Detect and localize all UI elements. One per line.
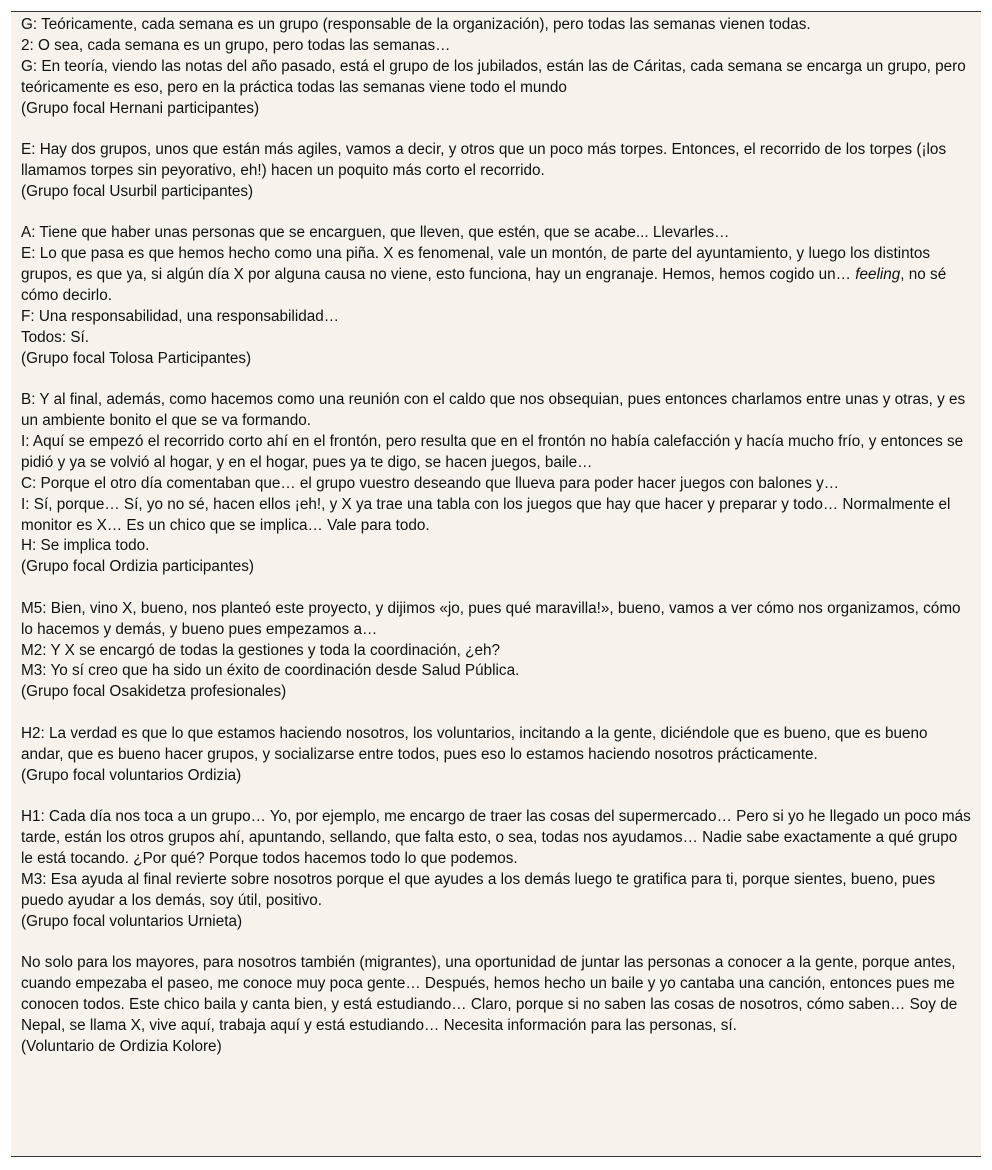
quote-block-voluntarios-ordizia [21, 724, 971, 787]
quote-line: M2: Y X se encargó de todas la gestiones y toda la coordinación, ¿eh? [21, 641, 501, 659]
quote-block-ordizia [21, 390, 971, 578]
quote-line: H: Se implica todo. [21, 537, 150, 555]
quote-line: G: Teóricamente, cada semana es un grupo (responsable de la organización), pero todas las semanas vienen todas. [21, 16, 811, 33]
quotes-panel [11, 11, 981, 1157]
quote-line: No solo para los mayores, para nosotros también (migrantes), una oportunidad de juntar las personas a conocer a la gente, porque antes, cuando empezaba el paseo, me conoce muy poca gente… Después, hemos hecho un baile y yo cantaba una canción, entonces pues me conocen todos. Este chico baila y canta bien, y está estudiando… Claro, porque si no saben las cosas de nosotros, cómo saben… Soy de Nepal, se llama X, vive aquí, trabaja aquí y está estudiando… Necesita información para las personas, sí. [21, 953, 958, 1034]
quote-source: (Grupo focal Hernani participantes) [21, 99, 260, 117]
quote-line: M5: Bien, vino X, bueno, nos planteó este proyecto, y dijimos «jo, pues qué maravilla!», bueno, vamos a ver cómo nos organizamos, cómo lo hacemos y demás, y bueno pues empezamos a… [21, 599, 961, 638]
quote-source: (Grupo focal Usurbil participantes) [21, 182, 254, 200]
quote-line-e-italic: feeling [855, 266, 901, 284]
quote-line: G: En teoría, viendo las notas del año pasado, está el grupo de los jubilados, están las de Cáritas, cada semana se encarga un grupo, pero teóricamente es eso, pero en la práctica todas las semanas viene todo el mundo [21, 57, 966, 96]
quote-line: H2: La verdad es que lo que estamos haciendo nosotros, los voluntarios, incitando a la gente, diciéndole que es bueno, que es bueno andar, que es bueno hacer grupos, y socializarse entre todos, pues eso lo estamos haciendo nosotros prácticamente. [21, 724, 928, 763]
quote-line: M3: Yo sí creo que ha sido un éxito de coordinación desde Salud Pública. [21, 662, 520, 680]
quote-line: B: Y al final, además, como hacemos como una reunión con el caldo que nos obsequian, pues entonces charlamos entre unas y otras, y es un ambiente bonito el que se va formando. [21, 391, 966, 429]
quote-block-usurbil [21, 140, 971, 203]
quote-line: I: Aquí se empezó el recorrido corto ahí en el frontón, pero resulta que en el frontón no había calefacción y hacía mucho frío, y entonces se pidió y ya se volvió al hogar, y en el hogar, pues ya te digo, se hacen juegos, baile… [21, 432, 964, 471]
quote-source: (Voluntario de Ordizia Kolore) [21, 1037, 222, 1055]
quote-line: A: Tiene que haber unas personas que se encarguen, que lleven, que estén, que se acabe... Llevarles… [21, 224, 730, 242]
quote-block-osakidetza [21, 599, 971, 704]
quote-line: Todos: Sí. [21, 328, 90, 346]
quote-line: F: Una responsabilidad, una responsabilidad… [21, 307, 340, 325]
quote-line: 2: O sea, cada semana es un grupo, pero todas las semanas… [21, 36, 451, 54]
quote-line: M3: Esa ayuda al final revierte sobre nosotros porque el que ayudes a los demás luego te gratifica para ti, porque sientes, bueno, pues puedo ayudar a los demás, soy útil, positivo. [21, 870, 936, 909]
quote-source: (Grupo focal Tolosa Participantes) [21, 349, 252, 367]
quote-line: I: Sí, porque… Sí, yo no sé, hacen ellos ¡eh!, y X ya trae una tabla con los juegos que hay que hacer y preparar y todo… Normalmente el monitor es X… Es un chico que se implica… Vale para todo. [21, 495, 951, 534]
quote-block-urnieta [21, 807, 971, 932]
quote-line-e-before: E: Lo que pasa es que hemos hecho como una piña. X es fenomenal, vale un montón, de parte del ayuntamiento, y luego los distintos grupos, es que ya, si algún día X por alguna causa no viene, esto funciona, hay un engranaje. Hemos, hemos cogido un… [21, 245, 931, 284]
quote-line: C: Porque el otro día comentaban que… el grupo vuestro deseando que llueva para poder hacer juegos con balones y… [21, 474, 840, 492]
quote-source: (Grupo focal Osakidetza profesionales) [21, 683, 287, 701]
quote-block-hernani [21, 15, 971, 120]
quote-line: H1: Cada día nos toca a un grupo… Yo, por ejemplo, me encargo de traer las cosas del supermercado… Pero si yo he llegado un poco más tarde, están los otros grupos ahí, apuntando, sellando, que falta esto, o sea, todas nos ayudamos… Nadie sabe exactamente a qué grupo le está tocando. ¿Por qué? Porque todos hacemos todo lo que podemos. [21, 808, 971, 867]
quote-line-e-after: , no sé cómo decirlo. [21, 266, 947, 304]
quote-block-kolore [21, 953, 971, 1058]
quote-line: E: Hay dos grupos, unos que están más agiles, vamos a decir, y otros que un poco más torpes. Entonces, el recorrido de los torpes (¡los llamamos torpes sin peyorativo, eh!) hacen un poquito más corto el recorrido. [21, 141, 947, 179]
quote-block-tolosa [21, 223, 971, 369]
quote-source: (Grupo focal voluntarios Ordizia) [21, 766, 242, 784]
quote-source: (Grupo focal Ordizia participantes) [21, 558, 254, 576]
quote-source: (Grupo focal voluntarios Urnieta) [21, 912, 243, 930]
quote-line-e [21, 244, 971, 307]
